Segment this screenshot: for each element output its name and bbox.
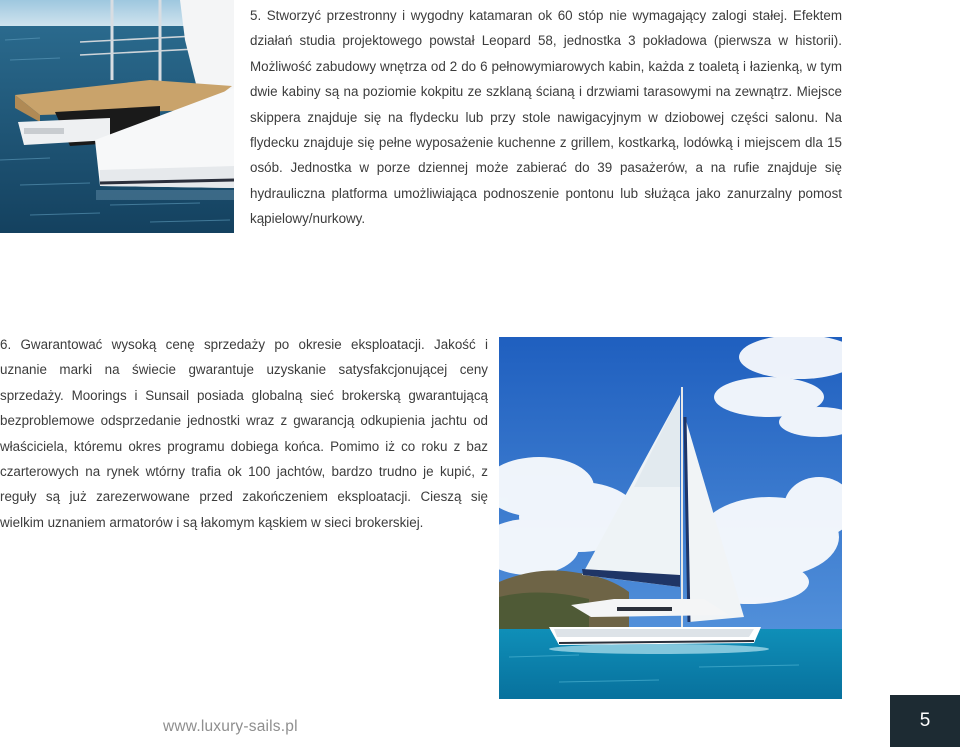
catamaran-sailing-illustration	[499, 337, 842, 699]
page-number-box	[890, 695, 960, 747]
section-5-paragraph: 5. Stworzyć przestronny i wygodny katamaran ok 60 stóp nie wymagający zalogi stałej. Efektem działań studia projektowego powstał Leopard 58, jednostka 3 pokładowa (pierwsza w historii). Możliwość zabudowy wnętrza od 2 do 6 pełnowymiarowych kabin, każda z toaletą i łazienką, w tym dwie kabiny są na poziomie kokpitu ze szklaną ścianą i drzwiami tarasowymi na zewnątrz. Miejsce skippera znajduje się na flydecku lub przy stole nawigacyjnym w dziobowej części salonu. Na flydecku znajduje się pełne wyposażenie kuchenne z grillem, kostkarką, lodówką i miejscem dla 15 osób. Jednostka w porze dziennej może zabierać do 39 pasażerów, a na rufie znajduje się hydrauliczna platforma umożliwiająca podnoszenie pontonu lub służąca jako zanurzalny pomost kąpielowy/nurkowy.	[250, 8, 842, 227]
catamaran-stern-photo	[0, 0, 234, 233]
catamaran-sailing-photo	[499, 337, 842, 699]
website-url: www.luxury-sails.pl	[163, 718, 298, 735]
section-5-text	[250, 3, 842, 232]
section-6-text	[0, 332, 488, 535]
section-6-paragraph: 6. Gwarantować wysoką cenę sprzedaży po okresie eksploatacji. Jakość i uznanie marki na świecie gwarantuje uzyskanie satysfakcjonującej ceny sprzedaży. Moorings i Sunsail posiada globalną sieć brokerską gwarantującą bezproblemowe odsprzedanie jednostki wraz z gwarancją odkupienia jachtu od właściciela, któremu okres programu dobiega końca. Pomimo iż co roku z baz czarterowych na rynek wtórny trafia ok 100 jachtów, bardzo trudno je kupić, z reguły są już zarezerwowane przed zakończeniem eksploatacji. Cieszą się wielkim uznaniem armatorów i są łakomym kąskiem w sieci brokerskiej.	[0, 337, 488, 530]
catamaran-stern-illustration	[0, 0, 234, 233]
page-number: 5	[919, 710, 931, 731]
